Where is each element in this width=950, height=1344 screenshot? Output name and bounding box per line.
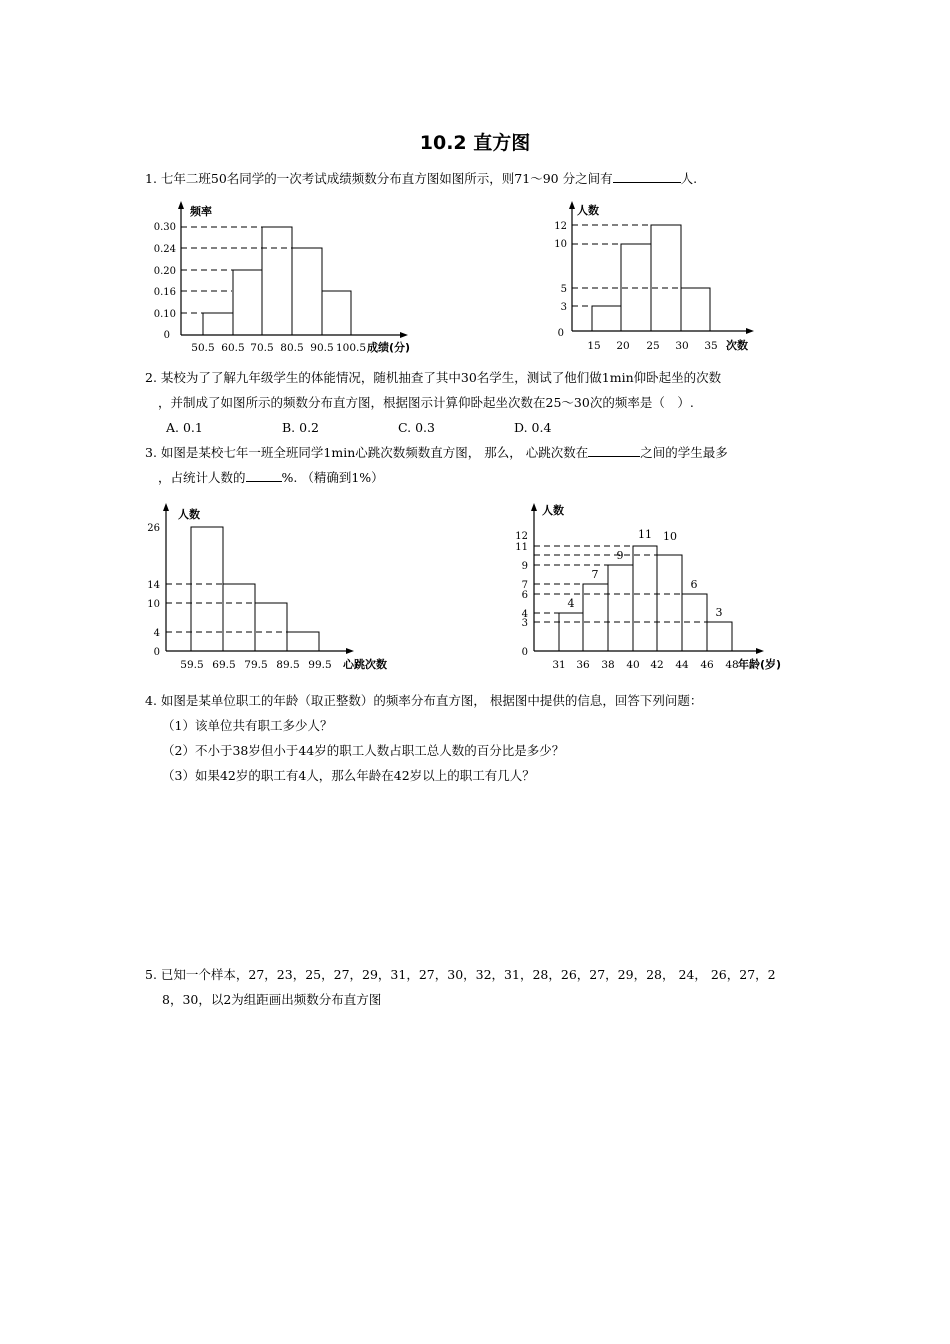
question-5-line-2: 8，30，以2为组距画出频数分布直方图	[162, 992, 382, 1007]
x-axis-label: 年龄(岁)	[738, 658, 782, 671]
question-3-line-1	[145, 443, 728, 463]
bar	[633, 546, 657, 651]
question-2-line-1: 2. 某校为了了解九年级学生的体能情况，随机抽查了其中30名学生，测试了他们做1min仰卧起坐的次数	[145, 370, 722, 385]
bar	[592, 306, 621, 331]
y-axis-label: 人数	[542, 504, 564, 517]
histogram-age	[500, 500, 820, 680]
y-tick-label: 10	[147, 599, 160, 610]
bar	[223, 584, 255, 651]
histogram-heartbeat	[140, 500, 410, 680]
x-tick-label: 15	[587, 340, 601, 352]
bar	[657, 555, 682, 651]
x-tick-label: 48	[725, 659, 739, 671]
x-axis-label: 成绩(分)	[367, 341, 411, 354]
bar	[262, 227, 292, 335]
x-tick-label: 100.5	[335, 342, 367, 354]
x-tick-label: 89.5	[276, 659, 300, 671]
x-tick-label: 36	[576, 659, 590, 671]
y-tick-label: 26	[147, 523, 160, 534]
y-tick-label: 4	[521, 609, 528, 620]
x-axis-arrow	[756, 648, 764, 654]
x-tick-label: 31	[552, 659, 566, 671]
x-tick-label: 25	[646, 340, 660, 352]
x-tick-label: 46	[700, 659, 714, 671]
x-tick-label: 60.5	[221, 342, 245, 354]
option-a[interactable]: A. 0.1	[166, 420, 203, 435]
y-tick-label: 14	[147, 580, 160, 591]
x-tick-label: 42	[650, 659, 664, 671]
x-tick-label: 44	[675, 659, 689, 671]
y-tick-label: 6	[521, 590, 528, 601]
x-tick-label: 50.5	[191, 342, 215, 354]
y-tick-label: 7	[521, 580, 528, 591]
bar-value-label: 9	[616, 549, 624, 562]
bar-value-label: 6	[690, 578, 698, 591]
y-tick-label: 0.10	[153, 309, 176, 320]
page-title: 10.2 直方图	[419, 132, 531, 154]
question-1-suffix: 人.	[680, 171, 698, 186]
y-tick-label: 4	[153, 628, 160, 639]
x-axis-label: 心跳次数	[343, 658, 387, 671]
y-tick-label: 0	[163, 330, 170, 341]
y-tick-label: 0	[521, 647, 528, 658]
y-axis-arrow	[178, 201, 184, 209]
histogram-situps	[550, 198, 765, 358]
bar	[292, 248, 322, 335]
question-4-sub-2: （2）不小于38岁但小于44岁的职工人数占职工总人数的百分比是多少？	[162, 743, 565, 758]
y-tick-label: 12	[554, 221, 567, 232]
question-3-text-d: %. （精确到1%）	[281, 470, 384, 485]
bar	[322, 291, 351, 335]
bar-value-label: 10	[663, 530, 677, 543]
y-tick-label: 3	[521, 618, 528, 629]
x-axis-label: 次数	[726, 339, 748, 352]
y-tick-label: 0.20	[153, 266, 176, 277]
question-3-text-a: 3. 如图是某校七年一班全班同学1min心跳次数频数直方图， 那么， 心跳次数在	[145, 445, 589, 460]
y-axis-label: 人数	[178, 508, 200, 521]
x-axis-arrow	[400, 332, 408, 338]
y-tick-label: 0	[153, 647, 160, 658]
bar	[707, 622, 732, 651]
bar-value-label: 4	[567, 597, 575, 610]
x-tick-label: 79.5	[244, 659, 268, 671]
option-d[interactable]: D. 0.4	[514, 420, 552, 435]
x-axis-arrow	[746, 328, 754, 334]
option-b[interactable]: B. 0.2	[282, 420, 320, 435]
bar	[651, 225, 681, 331]
bar-value-label: 3	[715, 606, 723, 619]
question-2-line-2: ，并制成了如图所示的频数分布直方图，根据图示计算仰卧起坐次数在25～30次的频率是（ ）.	[158, 395, 694, 410]
answer-blank	[613, 170, 681, 183]
x-tick-label: 59.5	[180, 659, 204, 671]
x-tick-label: 90.5	[310, 342, 334, 354]
bar	[608, 565, 633, 651]
y-tick-label: 0.24	[153, 244, 176, 255]
y-axis-arrow	[163, 503, 169, 511]
bar	[559, 613, 583, 651]
x-axis-arrow	[346, 648, 354, 654]
bar	[287, 632, 319, 651]
x-tick-label: 80.5	[280, 342, 304, 354]
x-tick-label: 69.5	[212, 659, 236, 671]
bar	[233, 270, 262, 335]
y-axis-label: 频率	[190, 205, 212, 218]
answer-blank	[246, 469, 282, 482]
y-tick-label: 10	[554, 239, 567, 250]
histogram-scores	[140, 198, 430, 358]
x-tick-label: 20	[616, 340, 630, 352]
answer-blank	[588, 444, 640, 457]
question-4-sub-1: （1）该单位共有职工多少人？	[162, 718, 333, 733]
bar	[255, 603, 287, 651]
y-tick-label: 5	[560, 284, 567, 295]
y-tick-label: 9	[521, 561, 528, 572]
y-tick-label: 12	[515, 531, 528, 542]
question-1-text: 1. 七年二班50名同学的一次考试成绩频数分布直方图如图所示，则71～90 分之间有	[145, 171, 613, 186]
question-3-text-c: ，占统计人数的	[158, 470, 246, 485]
x-tick-label: 35	[704, 340, 718, 352]
y-axis-arrow	[569, 201, 575, 209]
question-5-line-1: 5. 已知一个样本，27，23，25，27，29，31，27，30，32，31，28，26，27，29，28， 24， 26，27，2	[145, 967, 776, 982]
y-tick-label: 11	[515, 542, 528, 553]
question-4-sub-3: （3）如果42岁的职工有4人，那么年龄在42岁以上的职工有几人？	[162, 768, 535, 783]
y-tick-label: 0.30	[153, 222, 176, 233]
x-tick-label: 38	[601, 659, 615, 671]
question-2-options	[166, 418, 630, 438]
bar	[681, 288, 710, 331]
bar-value-label: 7	[591, 568, 599, 581]
x-tick-label: 30	[675, 340, 689, 352]
question-4-line-1: 4. 如图是某单位职工的年龄（取正整数）的频率分布直方图， 根据图中提供的信息，回答下列问题：	[145, 693, 703, 708]
question-1	[145, 169, 697, 189]
x-tick-label: 70.5	[250, 342, 274, 354]
y-axis-arrow	[531, 503, 537, 511]
question-3-line-2	[158, 468, 384, 488]
bar-value-label: 11	[638, 528, 652, 541]
y-tick-label: 0	[557, 328, 564, 339]
x-tick-label: 99.5	[308, 659, 332, 671]
option-c[interactable]: C. 0.3	[398, 420, 435, 435]
bar	[203, 313, 233, 335]
x-tick-label: 40	[626, 659, 640, 671]
y-tick-label: 3	[560, 302, 567, 313]
y-axis-label: 人数	[577, 204, 599, 217]
question-3-text-b: 之间的学生最多	[640, 445, 728, 460]
y-tick-label: 0.16	[153, 287, 176, 298]
